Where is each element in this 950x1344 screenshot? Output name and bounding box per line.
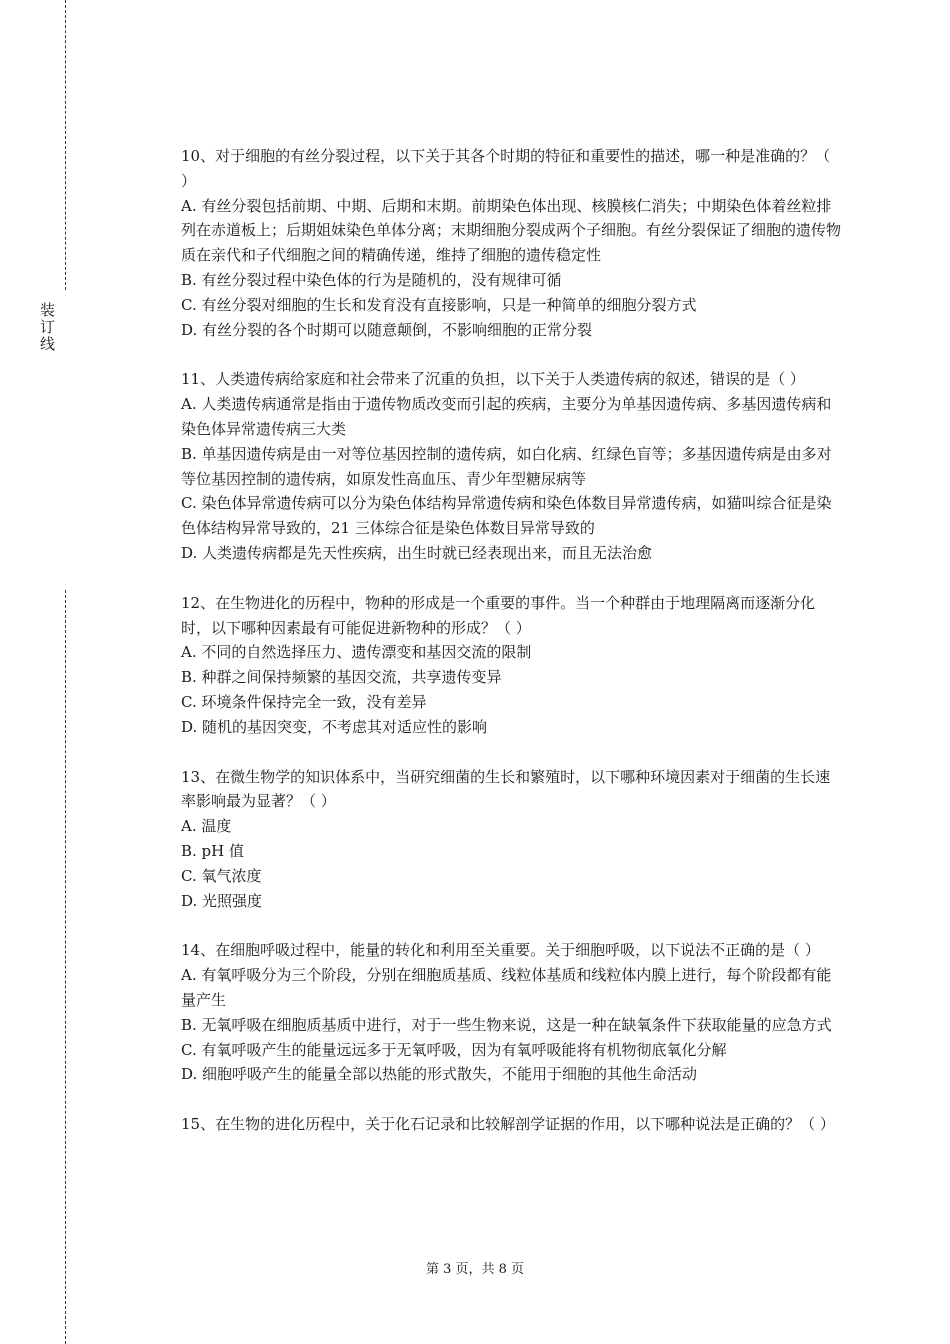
- option-d: D. 人类遗传病都是先天性疾病，出生时就已经表现出来，而且无法治愈: [181, 543, 653, 562]
- option-c: C. 染色体异常遗传病可以分为染色体结构异常遗传病和染色体数目异常遗传病，如猫叫综合征是染色体结构异常导致的，21 三体综合征是染色体数目异常导致的: [181, 494, 832, 538]
- option-a: A. 温度: [181, 817, 232, 836]
- question-stem: 10、对于细胞的有丝分裂过程，以下关于其各个时期的特征和重要性的描述，哪一种是准确的？（ ）: [181, 147, 831, 190]
- question-11: [181, 367, 841, 565]
- option-a: A. 有氧呼吸分为三个阶段，分别在细胞质基质、线粒体基质和线粒体内膜上进行，每个阶段都有能量产生: [181, 966, 832, 1009]
- option-d: D. 有丝分裂的各个时期可以随意颠倒，不影响细胞的正常分裂: [181, 320, 593, 339]
- question-13: [181, 765, 841, 914]
- option-c: C. 有氧呼吸产生的能量远远多于无氧呼吸，因为有氧呼吸能将有机物彻底氧化分解: [181, 1040, 727, 1059]
- binding-dashed-line-top: [65, 0, 66, 290]
- question-stem: 12、在生物进化的历程中，物种的形成是一个重要的事件。当一个种群由于地理隔离而逐渐分化时，以下哪种因素最有可能促进新物种的形成？（ ）: [181, 593, 816, 637]
- question-stem: 14、在细胞呼吸过程中，能量的转化和利用至关重要。关于细胞呼吸，以下说法不正确的是（ ）: [181, 941, 820, 960]
- option-d: D. 细胞呼吸产生的能量全部以热能的形式散失，不能用于细胞的其他生命活动: [181, 1065, 698, 1084]
- option-b: B. 单基因遗传病是由一对等位基因控制的遗传病，如白化病、红绿色盲等；多基因遗传病是由多对等位基因控制的遗传病，如原发性高血压、青少年型糖尿病等: [181, 444, 832, 488]
- question-stem: 15、在生物的进化历程中，关于化石记录和比较解剖学证据的作用，以下哪种说法是正确的？（ ）: [181, 1115, 835, 1134]
- option-a: A. 人类遗传病通常是指由于遗传物质改变而引起的疾病，主要分为单基因遗传病、多基因遗传病和染色体异常遗传病三大类: [181, 395, 832, 438]
- option-c: C. 环境条件保持完全一致，没有差异: [181, 692, 427, 711]
- option-d: D. 随机的基因突变，不考虑其对适应性的影响: [181, 717, 488, 736]
- option-a: A. 不同的自然选择压力、遗传漂变和基因交流的限制: [181, 643, 532, 662]
- question-stem: 13、在微生物学的知识体系中，当研究细菌的生长和繁殖时，以下哪种环境因素对于细菌的生长速率影响最为显著？（ ）: [181, 767, 831, 811]
- option-b: B. 种群之间保持频繁的基因交流，共享遗传变异: [181, 668, 502, 687]
- option-b: B. 无氧呼吸在细胞质基质中进行，对于一些生物来说，这是一种在缺氧条件下获取能量的应急方式: [181, 1015, 832, 1034]
- question-10: [181, 144, 841, 342]
- option-d: D. 光照强度: [181, 891, 263, 910]
- question-14: [181, 938, 841, 1087]
- option-c: C. 氧气浓度: [181, 866, 262, 885]
- binding-label: 装订线: [38, 302, 56, 353]
- option-c: C. 有丝分裂对细胞的生长和发育没有直接影响，只是一种简单的细胞分裂方式: [181, 295, 697, 314]
- option-b: B. 有丝分裂过程中染色体的行为是随机的，没有规律可循: [181, 270, 562, 289]
- question-12: [181, 591, 841, 740]
- question-15: [181, 1112, 841, 1137]
- binding-dashed-line-bottom: [65, 590, 66, 1344]
- question-list: [181, 144, 841, 1162]
- question-stem: 11、人类遗传病给家庭和社会带来了沉重的负担，以下关于人类遗传病的叙述，错误的是（ ）: [181, 370, 805, 389]
- option-a: A. 有丝分裂包括前期、中期、后期和末期。前期染色体出现、核膜核仁消失；中期染色体着丝粒排列在赤道板上；后期姐妹染色单体分离；末期细胞分裂成两个子细胞。有丝分裂保证了细胞的遗传物质在亲代和子代细胞之间的精确传递，维持了细胞的遗传稳定性: [181, 196, 842, 265]
- page-number: 第 3 页，共 8 页: [425, 1262, 525, 1277]
- option-b: B. pH 值: [181, 841, 245, 860]
